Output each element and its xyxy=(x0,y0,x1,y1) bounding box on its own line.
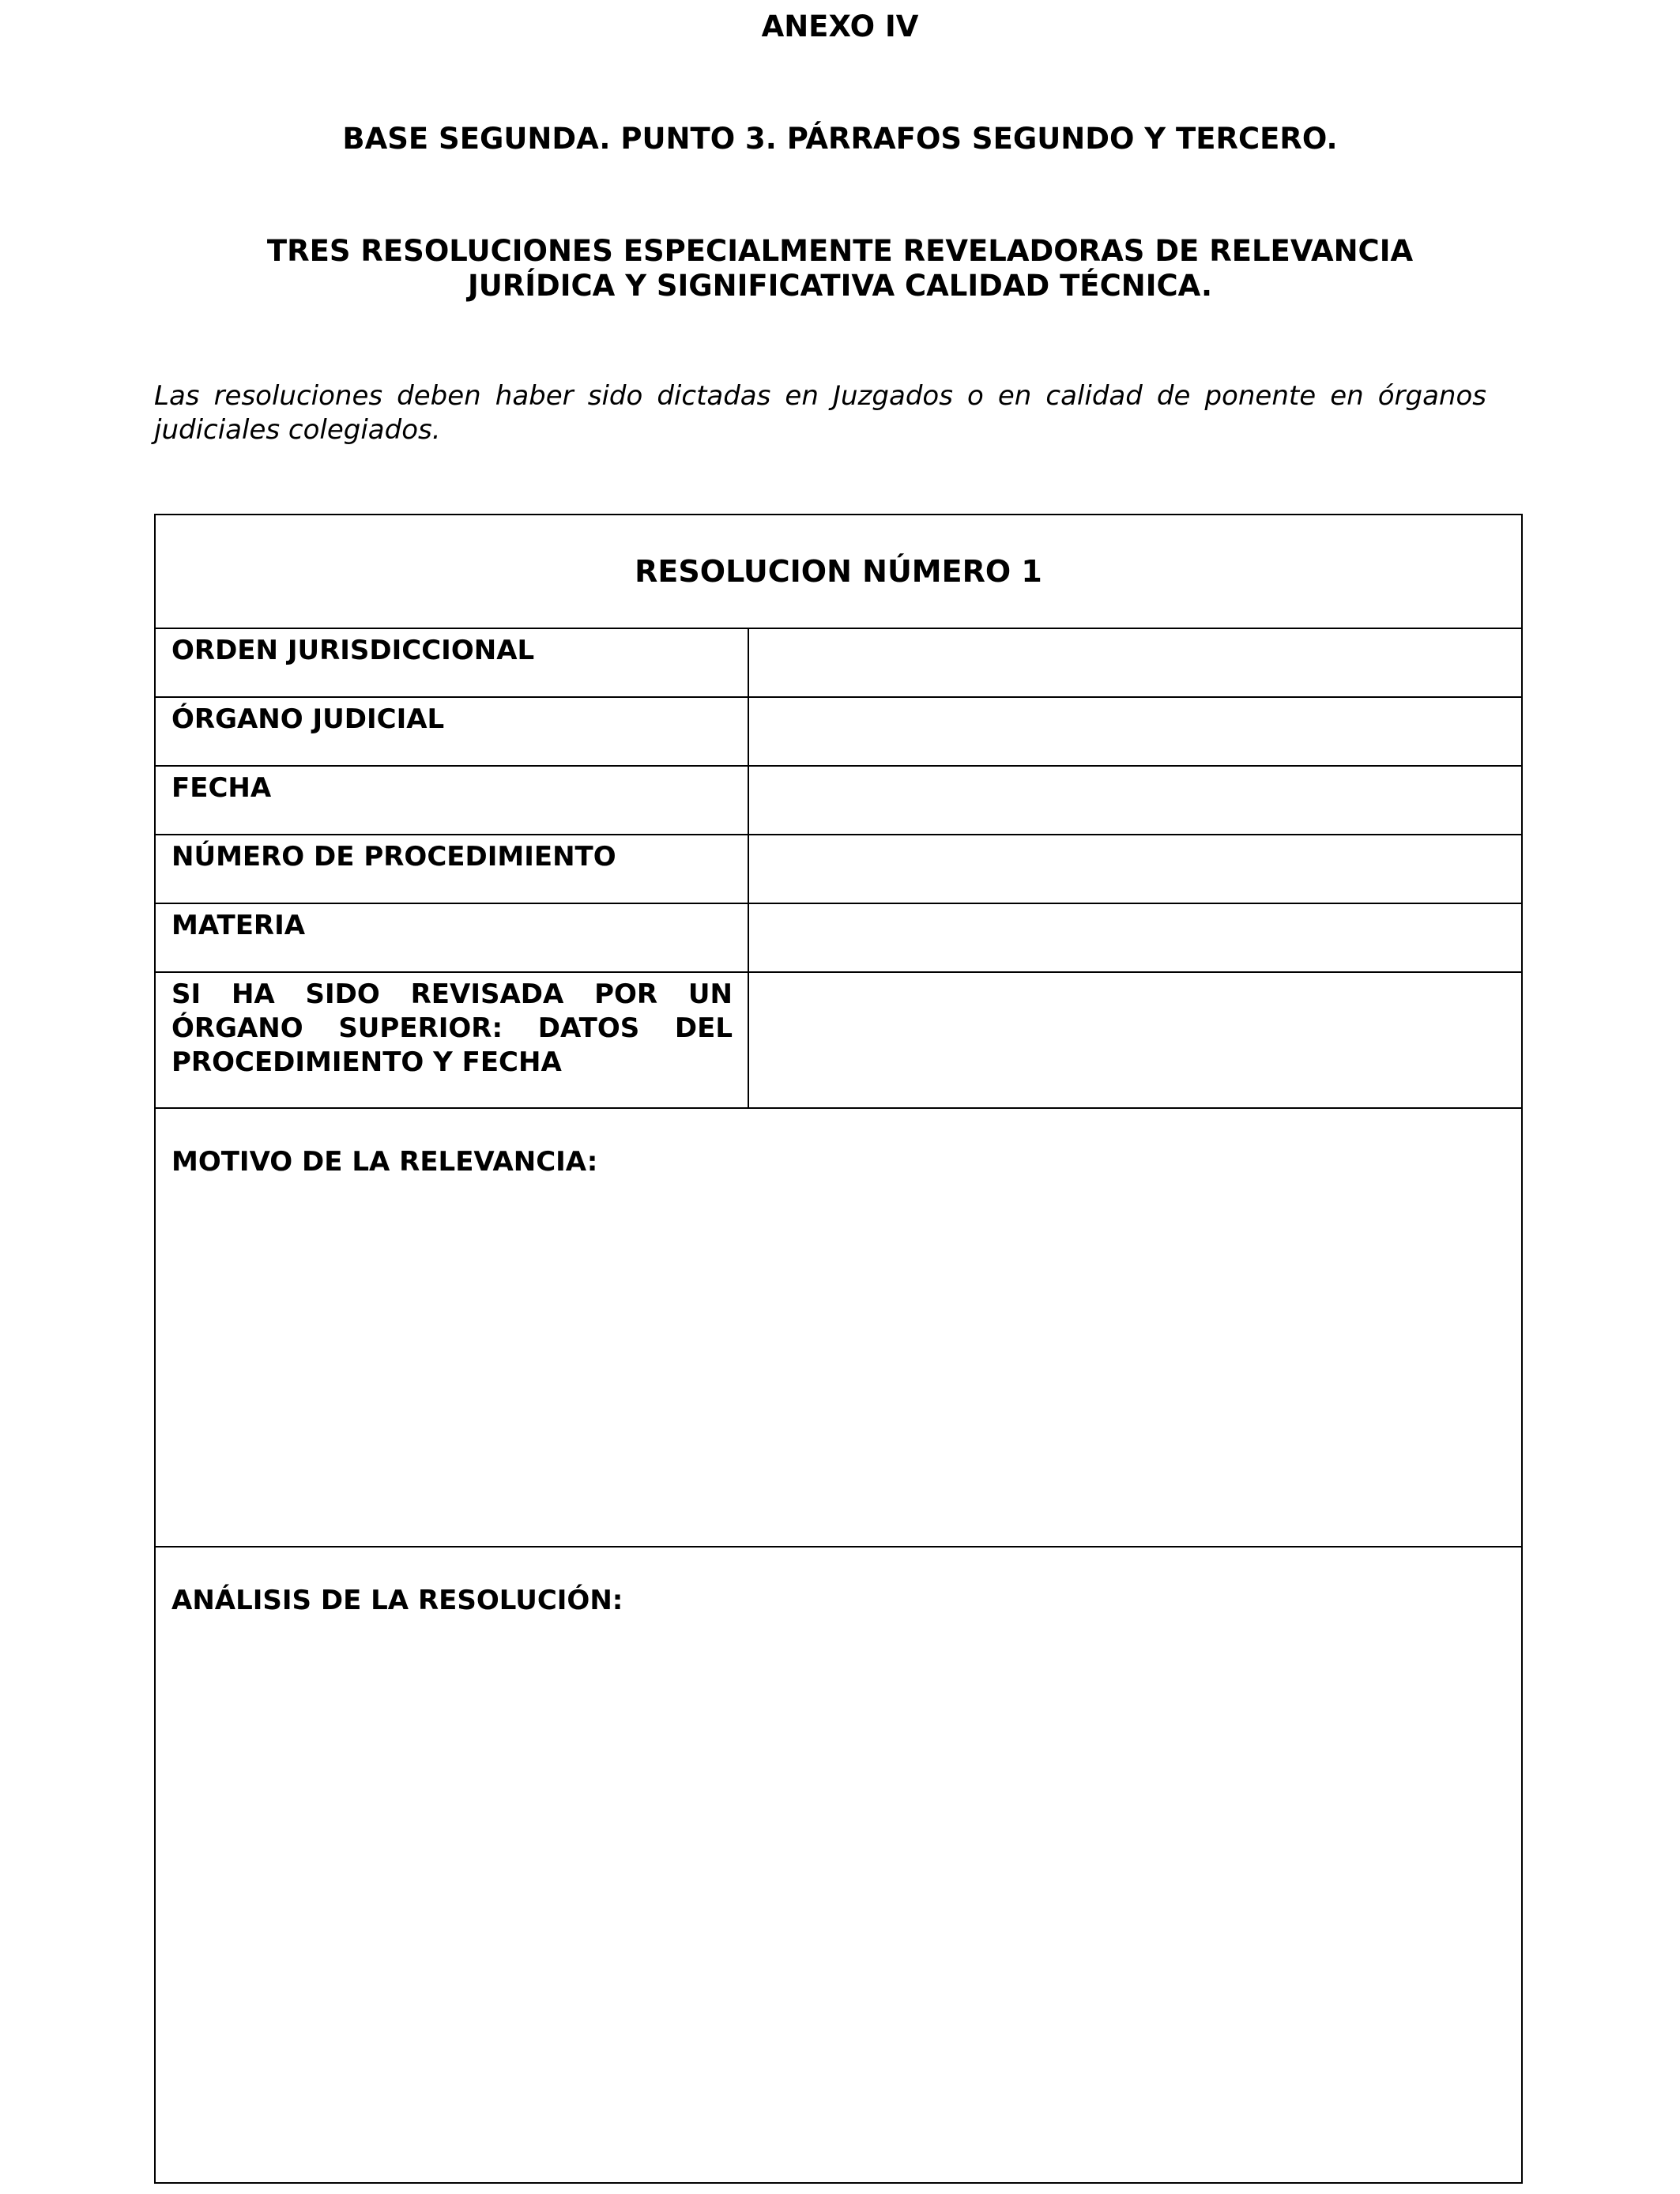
analysis-text-area[interactable] xyxy=(171,1626,1507,2171)
table-divider xyxy=(156,1107,1521,1109)
resolutions-title xyxy=(0,234,1680,303)
resolutions-title-line-2: JURÍDICA Y SIGNIFICATIVA CALIDAD TÉCNICA. xyxy=(467,269,1213,303)
field-label-fecha: FECHA xyxy=(171,772,272,804)
field-value-fecha[interactable] xyxy=(751,768,1521,832)
field-value-materia[interactable] xyxy=(751,906,1521,970)
resolution-section-title: RESOLUCION NÚMERO 1 xyxy=(635,554,1042,589)
table-divider xyxy=(156,628,1521,629)
analysis-label: ANÁLISIS DE LA RESOLUCIÓN: xyxy=(171,1585,623,1616)
field-label-materia: MATERIA xyxy=(171,910,306,941)
field-value-orden-jurisdiccional[interactable] xyxy=(751,631,1521,695)
field-value-numero-procedimiento[interactable] xyxy=(751,837,1521,901)
table-divider xyxy=(156,696,1521,698)
field-label-orden-jurisdiccional: ORDEN JURISDICCIONAL xyxy=(171,635,535,666)
relevance-text-area[interactable] xyxy=(171,1187,1507,1535)
table-divider xyxy=(156,971,1521,973)
base-title: BASE SEGUNDA. PUNTO 3. PÁRRAFOS SEGUNDO Y TERCERO. xyxy=(342,122,1338,156)
table-divider xyxy=(156,765,1521,767)
column-divider xyxy=(748,628,749,1107)
table-divider xyxy=(156,903,1521,904)
field-label-numero-procedimiento: NÚMERO DE PROCEDIMIENTO xyxy=(171,841,616,873)
field-value-organo-judicial[interactable] xyxy=(751,699,1521,763)
field-value-revision-superior[interactable] xyxy=(751,974,1521,1106)
relevance-label: MOTIVO DE LA RELEVANCIA: xyxy=(171,1146,598,1178)
table-divider xyxy=(156,1546,1521,1547)
field-label-organo-judicial: ÓRGANO JUDICIAL xyxy=(171,703,445,735)
table-divider xyxy=(156,834,1521,835)
annex-title: ANEXO IV xyxy=(761,9,919,43)
intro-text: Las resoluciones deben haber sido dictadas en Juzgados o en calidad de ponente en órganos judiciales colegiados. xyxy=(154,380,1486,446)
resolution-form xyxy=(154,514,1523,2184)
resolutions-title-line-1: TRES RESOLUCIONES ESPECIALMENTE REVELADORAS DE RELEVANCIA xyxy=(266,234,1414,268)
field-label-revision-superior: SI HA SIDO REVISADA POR UN ÓRGANO SUPERIOR: DATOS DEL PROCEDIMIENTO Y FECHA xyxy=(171,978,733,1078)
